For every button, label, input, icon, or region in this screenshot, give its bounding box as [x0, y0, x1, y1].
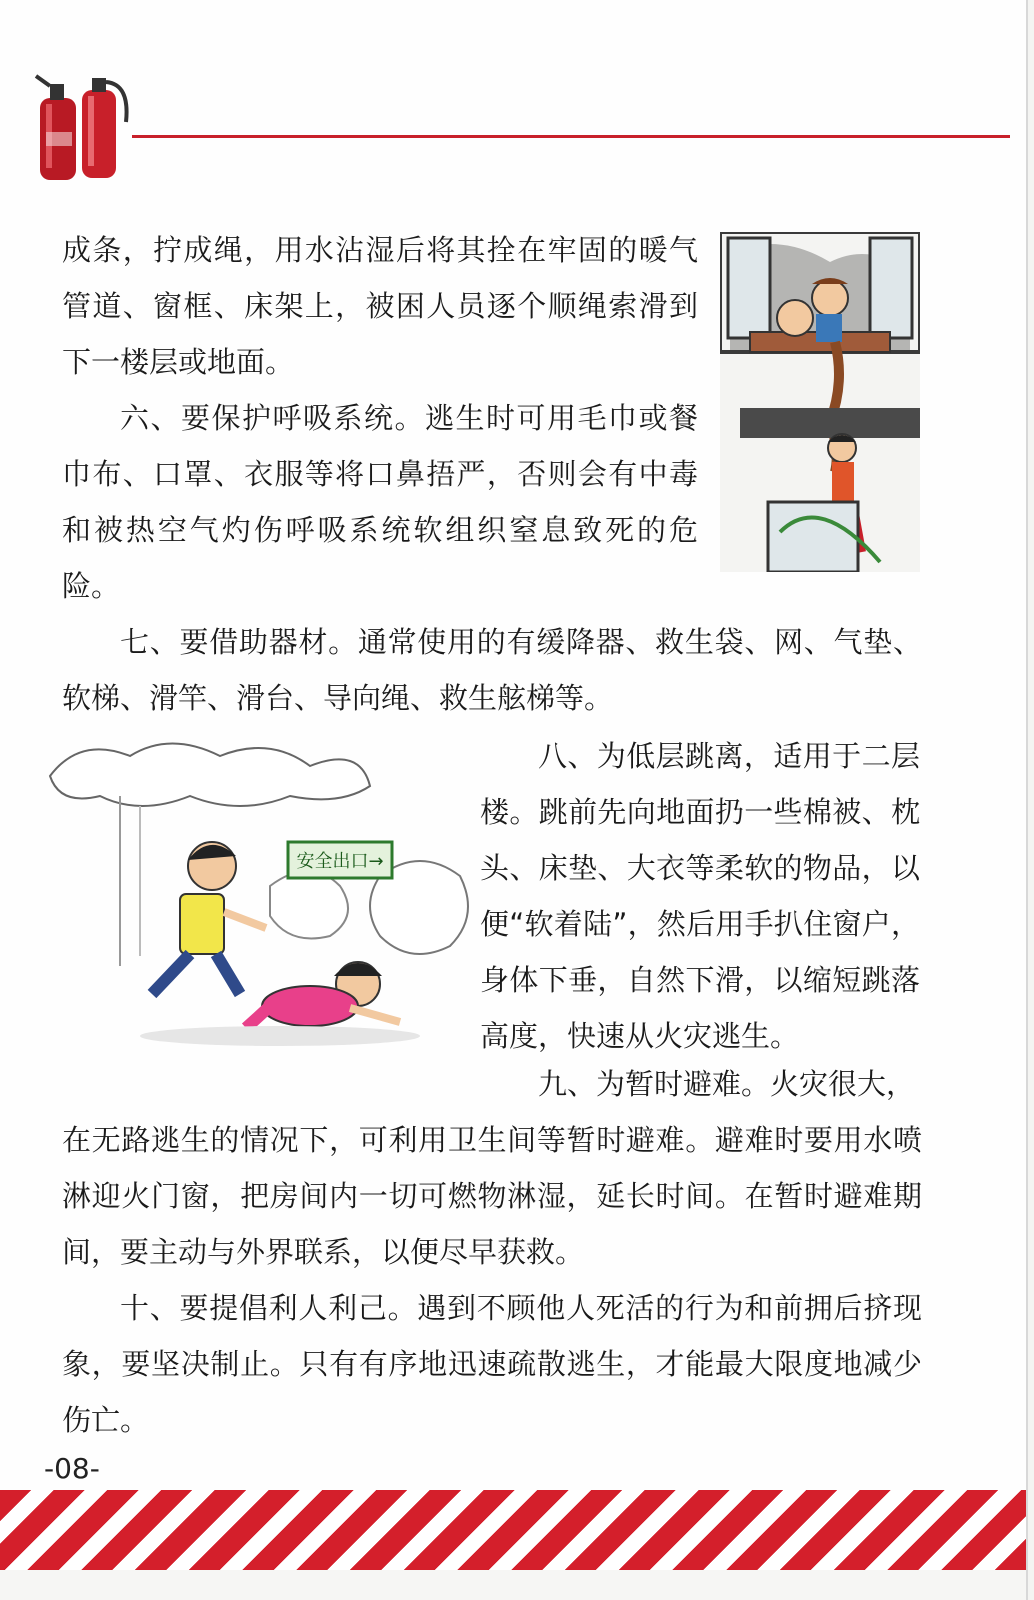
smoke-escape-illustration — [40, 736, 480, 1056]
paragraph-nine-rest: 在无路逃生的情况下，可利用卫生间等暂时避难。避难时要用水喷淋迎火门窗，把房间内一切可燃物淋湿，延长时间。在暂时避难期间，要主动与外界联系，以便尽早获救。 — [62, 1123, 922, 1269]
paragraph-ten: 十、要提倡利人利己。遇到不顾他人死活的行为和前拥后挤现象，要坚决制止。只有有序地迅速疏散逃生，才能最大限度地减少伤亡。 — [62, 1291, 922, 1437]
paragraph-seven: 七、要借助器材。通常使用的有缓降器、救生袋、网、气垫、软梯、滑竿、滑台、导向绳、救生舷梯等。 — [62, 625, 922, 715]
paragraph-six: 六、要保护呼吸系统。逃生时可用毛巾或餐巾布、口罩、衣服等将口鼻捂严，否则会有中毒和被热空气灼伤呼吸系统软组织窒息致死的危险。 — [62, 401, 698, 603]
bottom-margin — [0, 1570, 1026, 1600]
decorative-stripe-band — [0, 1490, 1026, 1570]
paragraph-continued: 成条，拧成绳，用水沾湿后将其拴在牢固的暖气管道、窗框、床架上，被困人员逐个顺绳索滑到下一楼层或地面。 — [62, 233, 698, 379]
exit-sign-label: 安全出口→ — [296, 851, 384, 872]
page-number: -08- — [44, 1452, 100, 1485]
fire-extinguisher-icon — [30, 62, 140, 182]
paragraph-nine-start: 九、为暂时避难。火灾很大， — [538, 1067, 916, 1101]
header-rule — [132, 135, 1010, 138]
rope-escape-illustration — [720, 232, 920, 572]
paragraph-eight: 八、为低层跳离，适用于二层楼。跳前先向地面扔一些棉被、枕头、床垫、大衣等柔软的物品，以便“软着陆”，然后用手扒住窗户，身体下垂，自然下滑，以缩短跳落高度，快速从火灾逃生。 — [480, 739, 920, 1053]
